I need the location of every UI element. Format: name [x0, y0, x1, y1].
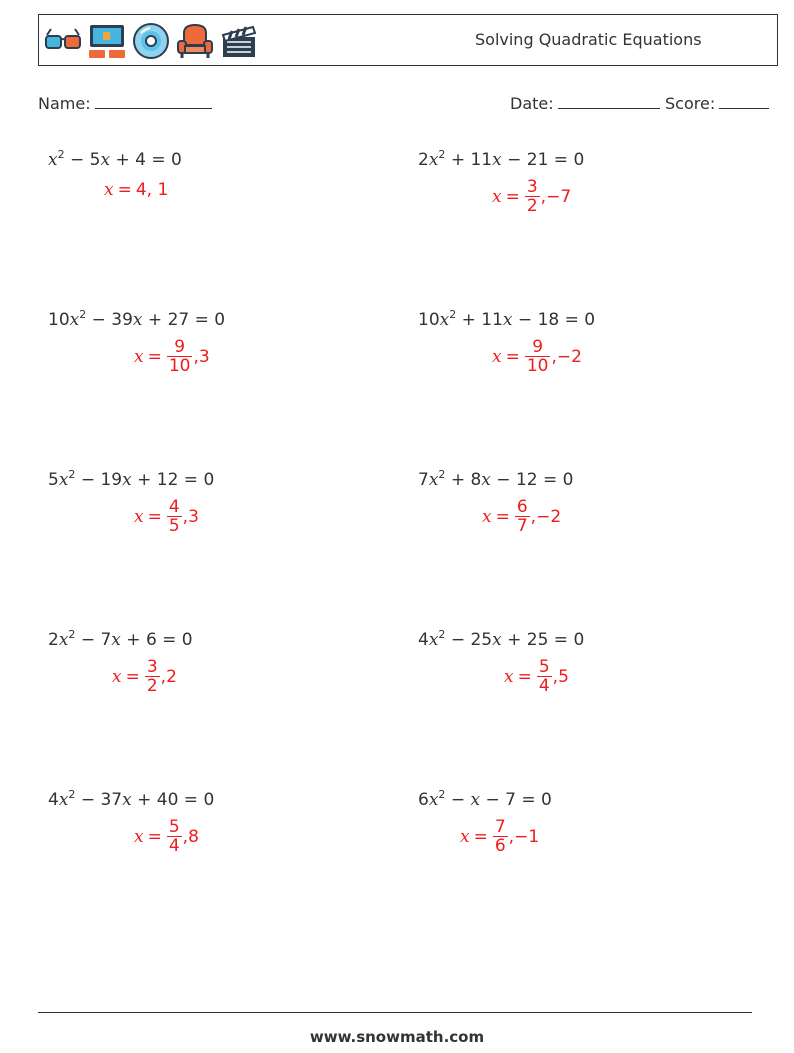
date-label: Date:: [510, 94, 554, 113]
problem-answer: x = $\frac{6}{7}$ ,−2: [482, 497, 562, 536]
problem-equation: $5x^2 - 19x + 12 = 0$: [48, 468, 215, 490]
problem-equation: $7x^2 + 8x - 12 = 0$: [418, 468, 574, 490]
problem-answer: x = $\frac{7}{6}$ ,−1: [460, 817, 540, 856]
answer-fraction: $\frac{7}{6}$: [494, 817, 506, 856]
problem-equation: $10x^2 + 11x - 18 = 0$: [418, 308, 596, 330]
answer-fraction: $\frac{5}{4}$: [168, 817, 180, 856]
problem-1: [38, 150, 378, 270]
score-label: Score:: [665, 94, 716, 113]
clapperboard-icon: [219, 21, 259, 61]
answer-fraction: $\frac{5}{4}$: [538, 657, 550, 696]
worksheet-title: Solving Quadratic Equations: [475, 30, 702, 49]
score-field[interactable]: [665, 92, 769, 113]
header-box: [38, 14, 778, 66]
answer-fraction: $\frac{9}{10}$: [168, 337, 191, 376]
3d-glasses-icon: [43, 21, 83, 61]
problem-5: [38, 470, 378, 590]
problem-10: [408, 790, 748, 910]
problem-answer: x = $\frac{4}{5}$ ,3: [134, 497, 199, 536]
footer-divider: [38, 1012, 752, 1013]
header-icons: [43, 19, 259, 63]
problem-equation: $2x^2 + 11x - 21 = 0$: [418, 148, 585, 170]
answer-fraction: $\frac{9}{10}$: [526, 337, 549, 376]
name-label: Name:: [38, 94, 91, 113]
tv-icon: [87, 21, 127, 61]
problem-answer: x = $\frac{3}{2}$ ,2: [112, 657, 177, 696]
name-field[interactable]: [38, 92, 212, 113]
problem-2: [408, 150, 748, 270]
problem-equation: $6x^2 - x - 7 = 0$: [418, 788, 552, 810]
problem-equation: $2x^2 - 7x + 6 = 0$: [48, 628, 193, 650]
problem-answer: x = 4, 1: [104, 180, 169, 200]
answer-fraction: $\frac{6}{7}$: [516, 497, 528, 536]
problem-6: [408, 470, 748, 590]
problem-equation: $4x^2 - 25x + 25 = 0$: [418, 628, 585, 650]
problem-answer: x = $\frac{5}{4}$ ,8: [134, 817, 199, 856]
date-blank[interactable]: [558, 92, 660, 109]
problem-equation: $10x^2 - 39x + 27 = 0$: [48, 308, 226, 330]
answer-fraction: $\frac{3}{2}$: [146, 657, 158, 696]
problem-equation: $4x^2 - 37x + 40 = 0$: [48, 788, 215, 810]
problem-answer: x = $\frac{3}{2}$ ,−7: [492, 177, 572, 216]
cd-icon: [131, 21, 171, 61]
problem-3: [38, 310, 378, 430]
problem-7: [38, 630, 378, 750]
footer-url[interactable]: www.snowmath.com: [309, 1028, 485, 1046]
answer-fraction: $\frac{3}{2}$: [526, 177, 538, 216]
name-blank[interactable]: [95, 92, 212, 109]
armchair-icon: [175, 21, 215, 61]
problem-8: [408, 630, 748, 750]
answer-fraction: $\frac{4}{5}$: [168, 497, 180, 536]
problem-9: [38, 790, 378, 910]
problem-answer: x = $\frac{5}{4}$ ,5: [504, 657, 569, 696]
problem-equation: $x^2 - 5x + 4 = 0$: [48, 148, 182, 170]
score-blank[interactable]: [719, 92, 769, 109]
info-row: [0, 92, 794, 116]
date-field[interactable]: [510, 92, 660, 113]
problem-4: [408, 310, 748, 430]
problem-answer: x = $\frac{9}{10}$ ,3: [134, 337, 210, 376]
problem-answer: x = $\frac{9}{10}$ ,−2: [492, 337, 582, 376]
